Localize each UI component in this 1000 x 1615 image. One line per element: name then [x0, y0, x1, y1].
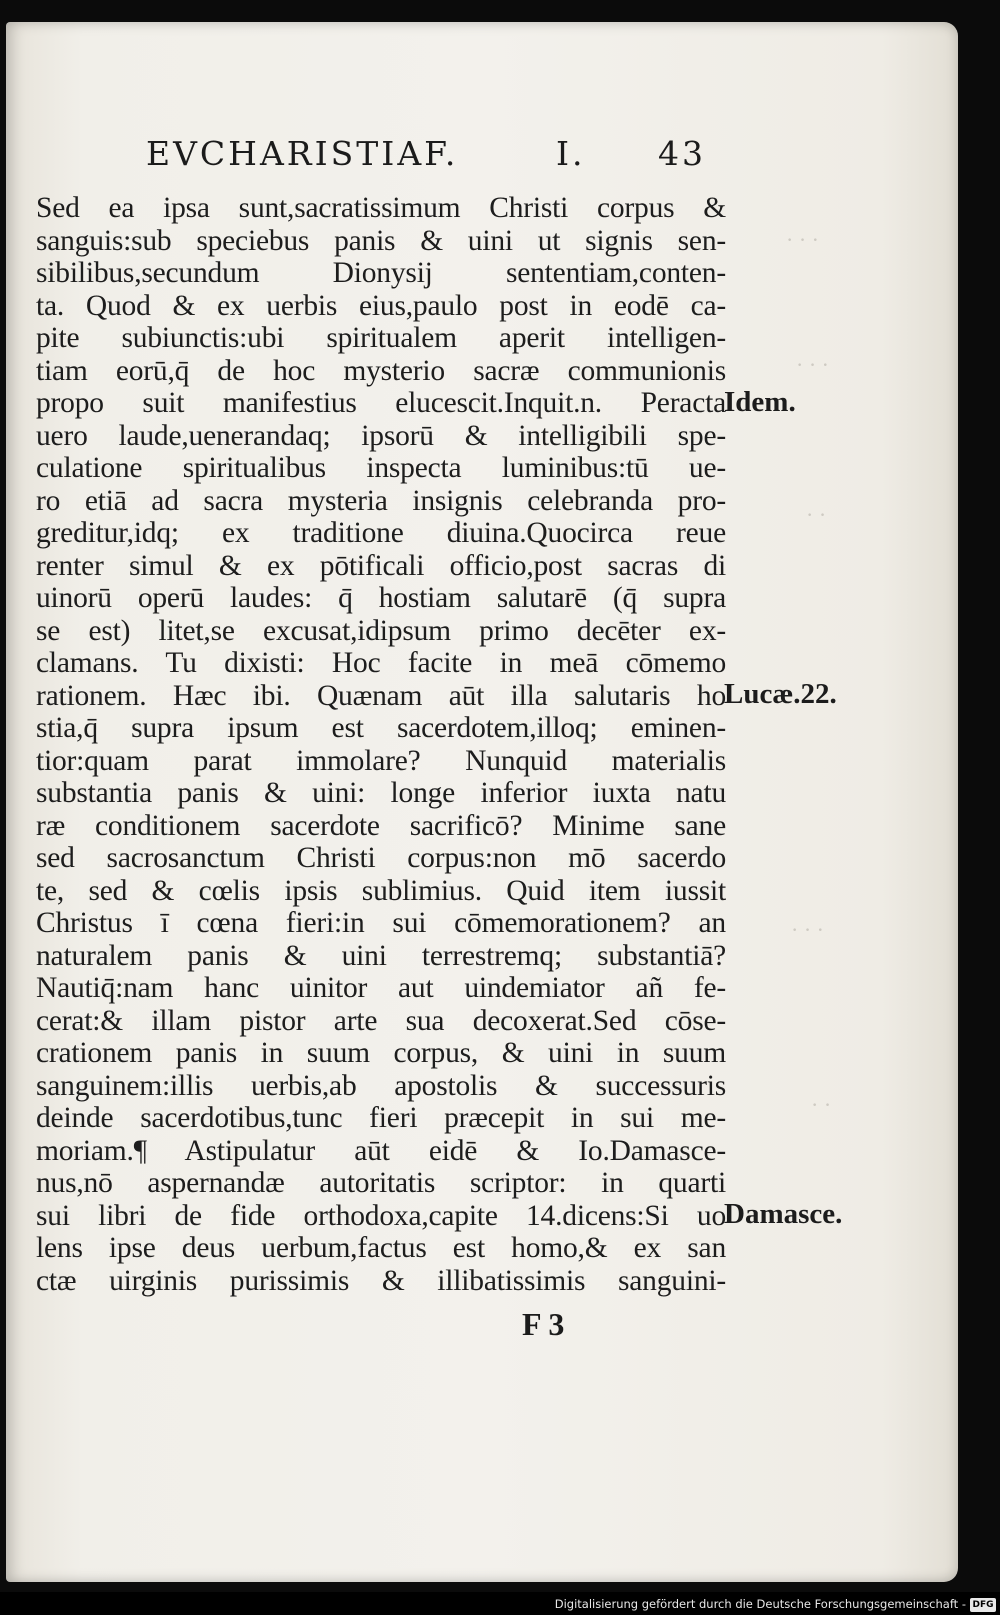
show-through-mark: · · · — [786, 227, 819, 252]
text-line: sibilibus,secundum Dionysij sententiam,conten- — [36, 257, 726, 289]
text-line: nus,nō aspernandæ autoritatis scriptor: in quarti — [36, 1167, 726, 1199]
text-line: moriam.¶ Astipulatur aūt eidē & Io.Damasce- — [36, 1134, 726, 1167]
running-title: EVCHARISTIAF. — [146, 134, 459, 173]
text-line: se est) litet,se excusat,idipsum primo decēter ex- — [36, 614, 726, 647]
book-page — [6, 22, 958, 1582]
text-line: te, sed & cœlis ipsis sublimius. Quid item iussit — [36, 874, 726, 907]
digitization-credit: Digitalisierung gefördert durch die Deutsche Forschungsgemeinschaft - — [554, 1597, 966, 1611]
show-through-mark: · · — [811, 1092, 832, 1117]
text-line: sanguinem:illis uerbis,ab apostolis & successuris — [36, 1069, 726, 1102]
text-line: sanguis:sub speciebus panis & uini ut signis sen- — [36, 224, 726, 257]
text-line: propo suit manifestius elucescit.Inquit.n. Peracta — [36, 387, 726, 419]
margin-note-lucae: Lucæ.22. — [724, 678, 837, 710]
text-line: tior:quam parat immolare? Nunquid materialis — [36, 744, 726, 777]
show-through-mark: · · · — [796, 352, 829, 377]
text-line: rationem. Hæc ibi. Quænam aūt illa salutaris ho — [36, 679, 726, 712]
running-header — [146, 134, 706, 190]
show-through-mark: · · · — [791, 917, 824, 942]
body-text — [36, 192, 726, 1297]
text-line: Sed ea ipsa sunt,sacratissimum Christi corpus & — [36, 192, 726, 224]
text-line: pite subiunctis:ubi spiritualem aperit intelligen- — [36, 322, 726, 354]
margin-note-damasce: Damasce. — [724, 1198, 843, 1230]
text-line: lens ipse deus uerbum,factus est homo,& ex san — [36, 1232, 726, 1264]
text-line: cerat:& illam pistor arte sua decoxerat.Sed cōse- — [36, 1004, 726, 1037]
dfg-logo: DFG — [970, 1598, 996, 1612]
show-through-mark: · · — [806, 502, 827, 527]
text-line: ræ conditionem sacerdote sacrificō? Minime sane — [36, 809, 726, 842]
text-line: sed sacrosanctum Christi corpus:non mō sacerdo — [36, 842, 726, 874]
text-line: culatione spiritualibus inspecta luminibus:tū ue- — [36, 452, 726, 484]
text-line: tiam eorū,q̄ de hoc mysterio sacræ communionis — [36, 354, 726, 387]
text-line: Nautiq̄:nam hanc uinitor aut uindemiator añ fe- — [36, 972, 726, 1004]
text-line: Christus ī cœna fieri:in sui cōmemorationem? an — [36, 907, 726, 939]
text-line: sui libri de fide orthodoxa,capite 14.dicens:Si uo — [36, 1199, 726, 1232]
text-line: deinde sacerdotibus,tunc fieri præcepit in sui me- — [36, 1102, 726, 1134]
text-line: substantia panis & uini: longe inferior iuxta natu — [36, 777, 726, 809]
text-line: clamans. Tu dixisti: Hoc facite in meā cōmemo — [36, 647, 726, 679]
text-line: greditur,idq; ex traditione diuina.Quocirca reue — [36, 517, 726, 549]
text-line: ta. Quod & ex uerbis eius,paulo post in eodē ca- — [36, 289, 726, 322]
text-line: ctæ uirginis purissimis & illibatissimis sanguini- — [36, 1264, 726, 1297]
folio-number: 43 — [658, 134, 706, 173]
text-line: stia,q̄ supra ipsum est sacerdotem,illoq; eminen- — [36, 712, 726, 744]
margin-note-idem: Idem. — [724, 386, 796, 418]
chapter-number: I. — [556, 134, 586, 173]
text-line: uero laude,uenerandaq; ipsorū & intelligibili spe- — [36, 419, 726, 452]
text-line: renter simul & ex pōtificali officio,post sacras di — [36, 549, 726, 582]
text-line: naturalem panis & uini terrestremq; substantiā? — [36, 939, 726, 972]
signature-mark: F 3 — [522, 1306, 565, 1342]
text-line: uinorū operū laudes: q̄ hostiam salutarē (q̄ supra — [36, 582, 726, 614]
text-line: crationem panis in suum corpus, & uini in suum — [36, 1037, 726, 1069]
text-line: ro etiā ad sacra mysteria insignis celebranda pro- — [36, 484, 726, 517]
